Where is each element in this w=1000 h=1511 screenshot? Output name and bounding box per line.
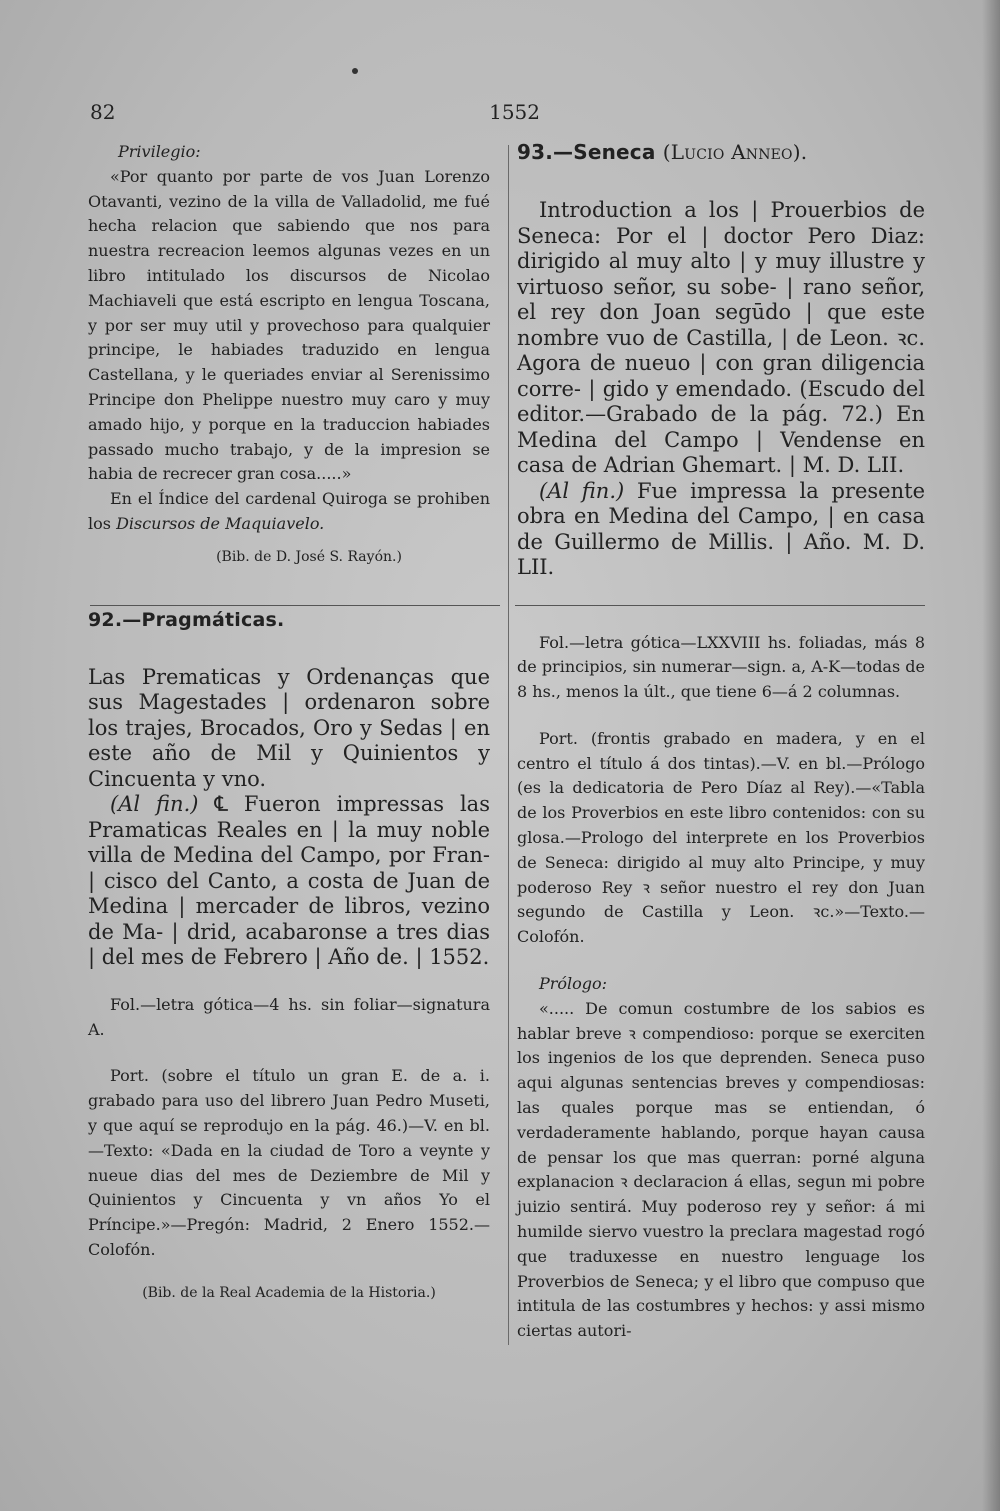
- entry-93-title: Seneca: [573, 140, 656, 164]
- entry-93-subtitle: (Lucio Anneo).: [662, 140, 808, 164]
- indice-text: En el Índice del cardenal Quiroga se prohiben los: [88, 489, 490, 533]
- running-head: [90, 100, 540, 130]
- ink-dot: [352, 68, 358, 74]
- column-divider: [508, 145, 509, 1345]
- right-column: [517, 140, 925, 1344]
- entry-93-colophon: Fue impressa la presente obra en Medina del Campo, | en casa de Guillermo de Millis. | Año. M. D. LII.: [517, 478, 925, 579]
- page-edge-shadow: [982, 0, 1000, 1511]
- left-column: [88, 140, 490, 1301]
- source-note-academia: (Bib. de la Real Academia de la Historia.): [142, 1284, 436, 1301]
- entry-92-colophon: ℄ Fueron impressas las Pramaticas Reales en | la muy noble villa de Medina del Campo, por Fran- | cisco del Canto, a costa de Juan de Medina | mercader de libros, vezino de Ma- | drid, acabaronse a tres dias | del mes de Febrero | Año de. | 1552.: [88, 792, 490, 970]
- page-number: 82: [90, 100, 116, 124]
- entry-93-colophon-label: (Al fin.): [539, 478, 625, 503]
- source-note-rayon: (Bib. de D. José S. Rayón.): [216, 548, 402, 565]
- entry-93-port: Port. (frontis grabado en madera, y en el centro el título á dos tintas).—V. en bl.—Prólogo (es la dedicatoria de Pero Díaz al Rey).—«Tabla de los Proverbios en este libro contenidos: con su glosa.—Prologo del interprete en los Proverbios de Seneca: dirigido al muy alto Principe, y muy poderoso Rey ꝛ señor nuestro el rey don Juan segundo de Castilla y Leon. ꝛc.»—Texto.—Colofón.: [517, 728, 925, 947]
- entry-93-heading: [517, 140, 925, 164]
- entry-93-number: 93.—: [517, 140, 574, 164]
- privilegio-text: «Por quanto por parte de vos Juan Lorenzo Otavanti, vezino de la villa de Valladolid, me fué hecha relacion que sabiendo que nos para nuestra recreacion leemos algunas vezes en un libro intitulado los discursos de Nicolao Machiaveli que está escripto en lengua Toscana, y por ser muy util y provechoso para qualquier principe, le habiades traduzido en lengua Castellana, y le queriades enviar al Serenissimo Principe don Phelippe nuestro muy caro y muy amado hijo, y porque en la traduccion habiades passado mucho trabajo, y de la impresion se habia de recrecer gran cosa.....»: [88, 166, 490, 484]
- entry-92-heading: [88, 609, 490, 631]
- privilegio-label: Privilegio:: [118, 142, 201, 161]
- entry-93-colophon-paragraph: [517, 479, 925, 581]
- entry-93-fol: Fol.—letra gótica—LXXVIII hs. foliadas, más 8 de principios, sin numerar—sign. a, A-K—todas de 8 hs., menos la últ., que tiene 6—á 2 columnas.: [517, 632, 925, 702]
- entry-92-fol: Fol.—letra gótica—4 hs. sin foliar—signatura A.: [88, 994, 490, 1039]
- prologo-text: «..... De comun costumbre de los sabios es hablar breve ꝛ compendioso: porque se exerciten los ingenios de los que deprenden. Seneca puso aqui algunas sentencias breves y compendiosas: las quales porque mas se entiendan, ó verdaderamente hablando, porque hayan causa de pensar los que mas querran: porné alguna explanacion ꝛ declaracion á ellas, segun mi pobre juizio sentirá. Muy poderoso rey y señor: á mi humilde siervo vuestro la preclara magestad rogó que traduxesse en nuestro lenguage los Proverbios de Seneca; y el libro que compuso que intitula de las costumbres y hechos: y assi mismo ciertas autori-: [517, 998, 925, 1341]
- running-year: 1552: [489, 100, 540, 124]
- entry-93-body: Introduction a los | Prouerbios de Seneca: Por el | doctor Pero Diaz: dirigido al muy alto | y muy illustre y virtuoso señor, su sobe- | rano señor, el rey don Joan segūdo | que este nombre vuo de Castilla, | de Leon. ꝛc. Agora de nueuo | con gran diligencia corre- | gido y emendado. (Escudo del editor.—Grabado de la pág. 72.) En Medina del Campo | Vendense en casa de Adrian Ghemart. | M. D. LII.: [517, 198, 925, 477]
- indice-paragraph: [88, 487, 490, 537]
- entry-92-colophon-label: (Al fin.): [110, 792, 199, 817]
- entry-92-body: Las Prematicas y Ordenanças que sus Magestades | ordenaron sobre los trajes, Brocados, Oro y Sedas | en este año de Mil y Quinientos y Cincuenta y vno.: [88, 664, 490, 791]
- entry-92-title: Pragmáticas.: [141, 608, 285, 631]
- entry-92-number: 92.—: [88, 608, 142, 631]
- prologo-label: Prólogo:: [539, 974, 608, 994]
- indice-italic: Discursos de Maquiavelo.: [116, 513, 325, 533]
- entry-92-colophon-paragraph: [88, 792, 490, 971]
- entry-92-port: Port. (sobre el título un gran E. de a. i. grabado para uso del librero Juan Pedro Museti, y que aquí se reprodujo en la pág. 46.)—V. en bl.—Texto: «Dada en la ciudad de Toro a veynte y nueue dias del mes de Deziembre de Mil y Quinientos y Cincuenta y vn años Yo el Príncipe.»—Pregón: Madrid, 2 Enero 1552.—Colofón.: [88, 1066, 490, 1259]
